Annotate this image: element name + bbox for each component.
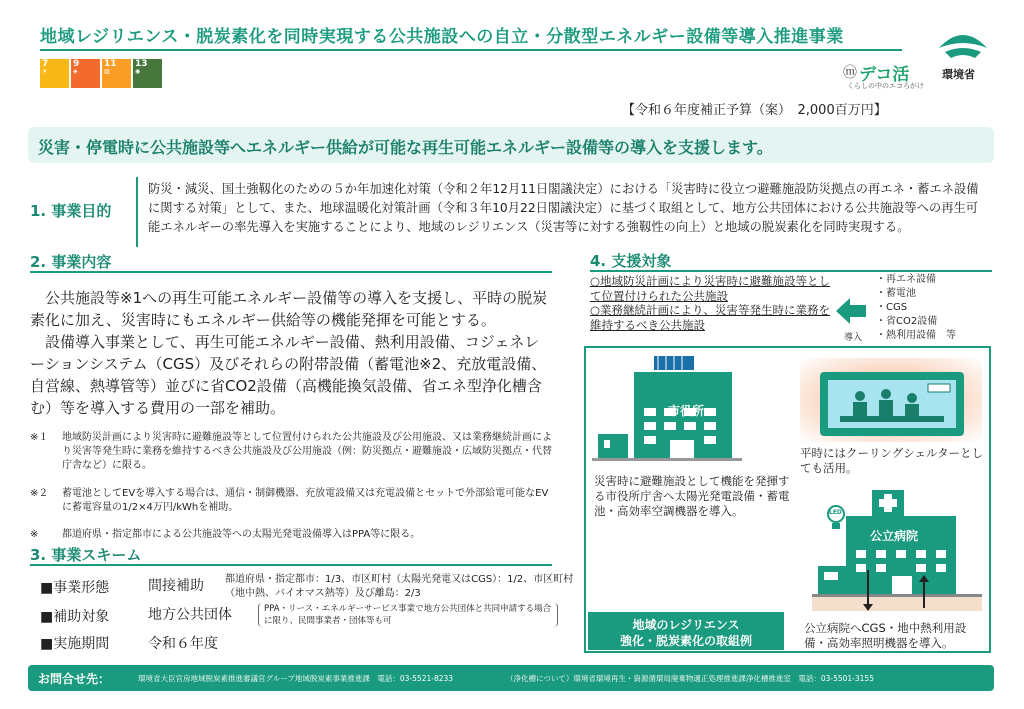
scheme-divider	[30, 564, 552, 566]
content-paragraph-2: 設備導入事業として、再生可能エネルギー設備、熱利用設備、コジェネレーションシステム（CGS）及びそれらの附帯設備（蓄電池※2、充放電設備、自営線、熱導管等）並びに省CO2設備（高機能換気設備、省エネ型浄化槽含む）等を導入する費用の一部を補助。	[30, 333, 547, 417]
note-2: 蓄電池としてEVを導入する場合は、通信・制御機器、充放電設備又は充電設備とセットで外部給電可能なEVに蓄電容量の1/2×4万円/kWhを補助。	[62, 488, 549, 513]
example-caption: 地域のレジリエンス 強化・脱炭素化の取組例	[588, 612, 784, 650]
contact-footer	[28, 665, 994, 691]
sdg-11-icon: 11 ▥	[102, 59, 131, 88]
equipment-list	[876, 273, 956, 343]
scheme-value-target: 地方公共団体	[148, 607, 232, 623]
arrow-label: 導入	[844, 333, 863, 343]
contact-2: （浄化槽について）環境省環境再生・資源循環局廃棄物適正処理推進課浄化槽推進室 電話：03-5501-3155	[506, 674, 874, 683]
equipment-item: ・再エネ設備	[876, 274, 936, 285]
scheme-detail-target: PPA・リース・エネルギーサービス事業で地方公共団体と共同申請する場合に限り、民間事業者・団体等も可	[258, 603, 558, 627]
contact-1: 環境省大臣官房地域脱炭素推進審議官グループ地域脱炭素事業推進課 電話：03-5521-8233	[138, 674, 454, 683]
ministry-label: 環境省	[942, 68, 975, 81]
support-divider	[590, 270, 992, 272]
purpose-divider	[136, 177, 138, 247]
led-label: LED	[829, 509, 842, 516]
hospital-label: 公立病院	[870, 529, 919, 543]
purpose-text: 防災・減災、国土強靱化のための５か年加速化対策（令和２年12月11日閣議決定）における「災害時に役立つ避難施設防災拠点の再エネ・蓄エネ設備に関する対策」として、また、地球温暖化対策計画（令和３年10月22日閣議決定）に基づく取組として、地方公共団体における公共施設等への再生可能エネルギーの率先導入を実施することにより、地域のレジリエンス（災害等に対する強靱性の向上）と地域の脱炭素化を同時実現する。	[148, 182, 979, 234]
scheme-value-type: 間接補助	[148, 578, 204, 594]
scheme-value-period: 令和６年度	[148, 636, 218, 652]
sdg-7-icon: 7 ☀	[40, 59, 69, 88]
title-divider	[40, 49, 902, 51]
content-paragraph-1: 公共施設等※1への再生可能エネルギー設備等の導入を支援し、平時の脱炭素化に加え、災害時にもエネルギー供給等の機能発揮を可能とする。	[30, 289, 548, 329]
support-item-1: ○地域防災計画により災害時に避難施設等として位置付けられた公共施設	[590, 274, 831, 303]
purpose-heading: 1. 事業目的	[30, 202, 112, 220]
city-hall-illustration	[592, 352, 742, 462]
decokatsu-logo: ⓜ デコ活 くらしの中のエコろがけ	[843, 65, 924, 90]
city-hall-label: 市役所	[668, 404, 705, 418]
note-2-mark: ※２	[30, 488, 49, 499]
budget-text: 【令和６年度補正予算（案） 2,000百万円】	[622, 103, 887, 118]
scheme-detail-type: 都道府県・指定都市：1/3、市区町村（太陽光発電又はCGS）：1/2、市区町村（地中熱、バイオマス熱等）及び離島：2/3	[225, 574, 574, 599]
scheme-label-target: ■補助対象	[40, 609, 110, 625]
note-3: 都道府県・指定都市による公共施設等への太陽光発電設備導入はPPA等に限る。	[62, 529, 421, 540]
shelter-text: 平時にはクーリングシェルターとしても活用。	[800, 446, 984, 475]
scheme-label-period: ■実施期間	[40, 636, 110, 652]
scheme-heading: 3. 事業スキーム	[30, 546, 142, 564]
support-item-2: ○業務継続計画により、災害等発生時に業務を維持するべき公共施設	[590, 303, 831, 332]
note-3-mark: ※	[30, 529, 39, 540]
arrow-left-icon	[836, 296, 866, 326]
content-heading: 2. 事業内容	[30, 253, 112, 271]
support-heading: 4. 支援対象	[590, 252, 672, 270]
equipment-item: ・CGS	[876, 302, 908, 313]
scheme-label-type: ■事業形態	[40, 580, 110, 596]
contact-label: お問合せ先：	[38, 672, 111, 686]
sdg-13-icon: 13 ◉	[133, 59, 162, 88]
sdg-9-icon: 9 ◈	[71, 59, 100, 88]
support-list	[590, 274, 840, 332]
page-title: 地域レジリエンス・脱炭素化を同時実現する公共施設への自立・分散型エネルギー設備等導入推進事業	[40, 27, 844, 47]
equipment-item: ・省CO2設備	[876, 316, 938, 327]
city-hall-text: 災害時に避難施設として機能を発揮する市役所庁舎へ太陽光発電設備・蓄電池・高効率空調機器を導入。	[594, 474, 790, 518]
content-divider	[30, 271, 552, 273]
equipment-item: ・熱利用設備 等	[876, 330, 956, 341]
note-1-mark: ※１	[30, 432, 49, 443]
summary-banner: 災害・停電時に公共施設等へエネルギー供給が可能な再生可能エネルギー設備等の導入を支援します。	[28, 127, 994, 163]
hospital-text: 公立病院へCGS・地中熱利用設備・高効率照明機器を導入。	[804, 621, 967, 650]
note-1: 地域防災計画により災害時に避難施設等として位置付けられた公共施設及び公用施設、又は業務継続計画により災害等発生時に業務を維持するべき公共施設及び公用施設（例：防災拠点・避難施設・広域防災拠点・代替庁舎など）に限る。	[62, 432, 552, 471]
equipment-item: ・蓄電池	[876, 288, 916, 299]
cooling-shelter-illustration	[820, 372, 964, 436]
